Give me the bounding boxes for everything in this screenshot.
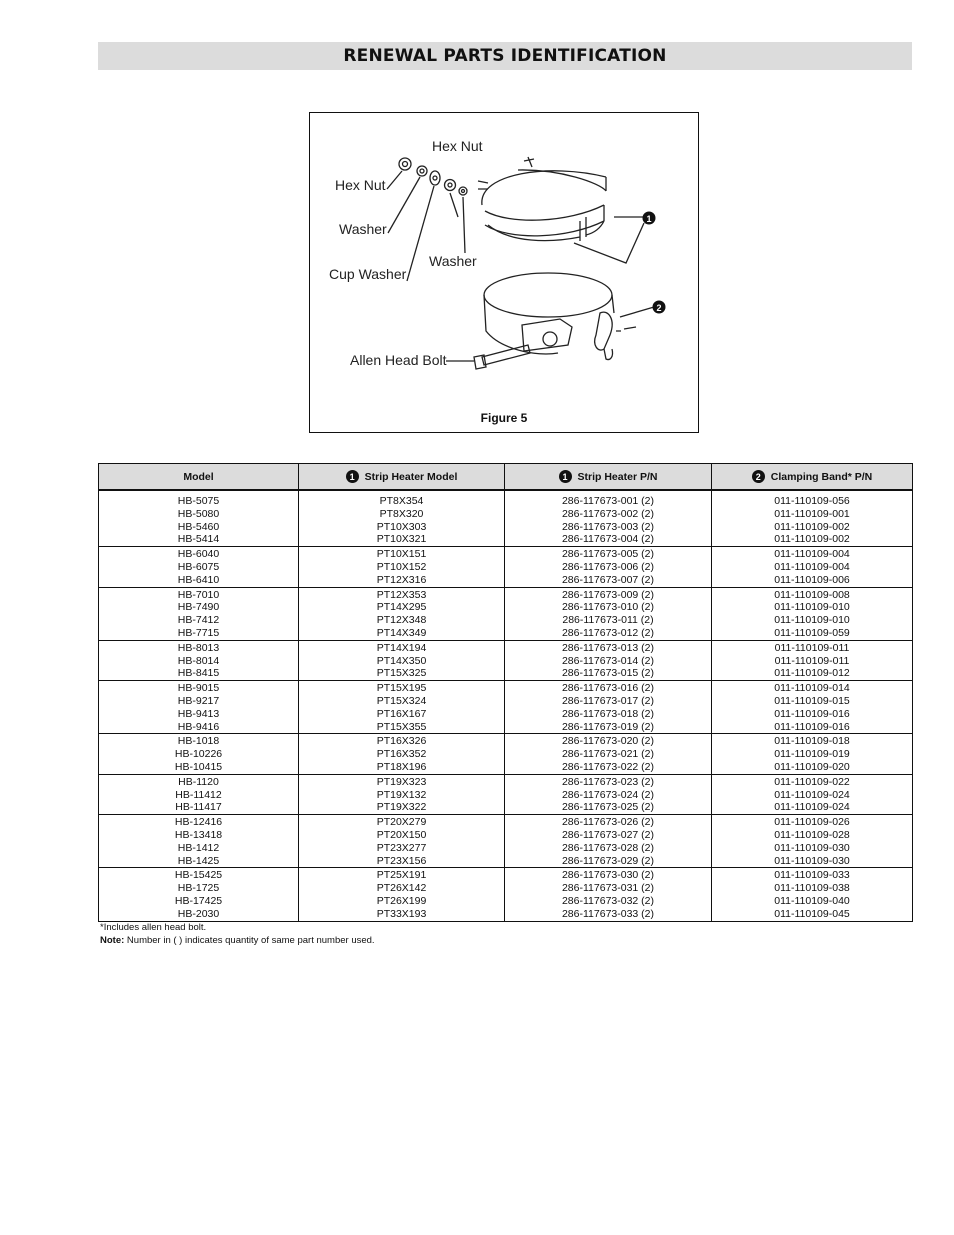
cell-line: PT20X150 <box>376 828 427 841</box>
cell-line: 286-117673-029 (2) <box>561 854 655 867</box>
clamping-band-pn-cell <box>712 587 913 640</box>
cell-line: PT12X316 <box>376 573 427 586</box>
strip-heater-model-cell <box>299 547 505 587</box>
cell-line: 286-117673-013 (2) <box>561 641 655 654</box>
cell-line: 286-117673-027 (2) <box>561 828 655 841</box>
cell-line: PT16X352 <box>376 748 427 761</box>
cell-line: 011-110109-016 <box>774 707 850 720</box>
cell-line: HB-5080 <box>177 507 220 520</box>
cell-line: PT19X323 <box>376 775 427 788</box>
cell-line: 011-110109-024 <box>774 788 850 801</box>
cell-line: 286-117673-005 (2) <box>561 548 655 561</box>
label-hex-nut-top: Hex Nut <box>432 138 483 154</box>
cell-line: 286-117673-004 (2) <box>561 533 655 546</box>
column-header-strip-heater-pn: 1 Strip Heater P/N <box>505 464 712 491</box>
cell-line: PT10X303 <box>376 520 427 533</box>
cell-line: PT26X142 <box>376 882 427 895</box>
cell-line: HB-15425 <box>174 869 223 882</box>
cell-line: PT14X349 <box>376 626 427 639</box>
strip-heater-pn-cell <box>505 734 712 774</box>
cell-line: 286-117673-003 (2) <box>561 520 655 533</box>
label-cup-washer: Cup Washer <box>329 266 407 282</box>
table-row <box>99 734 913 774</box>
cell-line: HB-7412 <box>177 614 220 627</box>
cell-line: 286-117673-020 (2) <box>561 735 655 748</box>
footnote: *Includes allen head bolt. <box>100 922 207 933</box>
strip-heater-pn-cell <box>505 547 712 587</box>
cell-line: PT23X277 <box>376 841 427 854</box>
clamping-band-pn-cell <box>712 774 913 814</box>
cell-line: 011-110109-056 <box>774 495 850 507</box>
page-title: RENEWAL PARTS IDENTIFICATION <box>343 46 667 66</box>
cell-line: HB-10415 <box>174 760 223 773</box>
table-row <box>99 490 913 547</box>
cell-line: HB-1425 <box>177 854 220 867</box>
cell-line: 286-117673-033 (2) <box>561 907 655 920</box>
strip-heater-model-cell <box>299 490 505 547</box>
cell-line: 286-117673-021 (2) <box>561 748 655 761</box>
cell-line: HB-5460 <box>177 520 220 533</box>
cell-line: HB-1120 <box>178 775 219 788</box>
cell-line: HB-8013 <box>177 641 220 654</box>
cell-line: 011-110109-030 <box>774 854 850 867</box>
strip-heater-pn-cell <box>505 815 712 868</box>
cell-line: PT10X151 <box>376 548 427 561</box>
cell-line: 011-110109-045 <box>774 907 850 920</box>
cell-line: HB-17425 <box>174 894 223 907</box>
cell-line: PT12X353 <box>376 588 427 601</box>
cell-line: PT26X199 <box>376 894 427 907</box>
cell-line: 011-110109-010 <box>774 614 850 627</box>
cell-line: HB-6075 <box>177 560 220 573</box>
cell-line: HB-9217 <box>177 694 220 707</box>
clamping-band-pn-cell <box>712 547 913 587</box>
cell-line: PT15X195 <box>376 682 427 695</box>
cell-line: 286-117673-018 (2) <box>561 707 655 720</box>
cell-line: 286-117673-014 (2) <box>561 654 655 667</box>
cell-line: PT19X132 <box>376 788 427 801</box>
cell-line: 011-110109-008 <box>774 588 850 601</box>
cell-line: HB-1725 <box>177 882 220 895</box>
cell-line: PT15X355 <box>376 720 427 733</box>
column-header-clamping-band-pn: 2 Clamping Band* P/N <box>712 464 913 491</box>
cell-line: PT14X350 <box>376 654 427 667</box>
quantity-note: Note: Number in ( ) indicates quantity of same part number used. <box>100 935 375 946</box>
clamping-band-pn-cell <box>712 868 913 921</box>
cell-line: 011-110109-059 <box>774 626 850 639</box>
label-washer-left: Washer <box>339 221 387 237</box>
cell-line: 011-110109-011 <box>774 654 850 667</box>
clamping-band-pn-cell <box>712 681 913 734</box>
cell-line: 011-110109-015 <box>774 694 850 707</box>
table-header-row <box>99 464 913 491</box>
cell-line: 286-117673-022 (2) <box>561 760 655 773</box>
cell-line: 011-110109-020 <box>774 760 850 773</box>
cell-line: 011-110109-024 <box>774 801 850 814</box>
cell-line: HB-11417 <box>175 801 222 814</box>
cell-line: 286-117673-016 (2) <box>561 682 655 695</box>
cell-line: PT23X156 <box>376 854 427 867</box>
cell-line: 286-117673-023 (2) <box>561 775 655 788</box>
strip-heater-pn-cell <box>505 587 712 640</box>
cell-line: 011-110109-004 <box>774 548 850 561</box>
cell-line: 286-117673-006 (2) <box>561 560 655 573</box>
cell-line: 286-117673-007 (2) <box>561 573 655 586</box>
cell-line: 011-110109-011 <box>774 641 850 654</box>
cell-line: 011-110109-002 <box>774 533 850 546</box>
clamping-band-top-rim <box>484 273 612 317</box>
cell-line: PT8X320 <box>379 507 424 520</box>
model-cell <box>99 815 299 868</box>
clamp-block <box>522 319 572 351</box>
cell-line: HB-13418 <box>174 828 223 841</box>
cell-line: 286-117673-030 (2) <box>561 869 655 882</box>
table-row <box>99 681 913 734</box>
model-cell <box>99 734 299 774</box>
cell-line: 011-110109-016 <box>774 720 850 733</box>
cell-line: 286-117673-028 (2) <box>561 841 655 854</box>
cell-line: 011-110109-040 <box>774 894 850 907</box>
svg-text:1: 1 <box>646 214 652 224</box>
cell-line: 011-110109-004 <box>774 560 850 573</box>
callout-2-icon: 2 <box>752 470 765 483</box>
table-notes <box>100 921 375 947</box>
cell-line: 286-117673-011 (2) <box>562 614 654 627</box>
cell-line: 011-110109-030 <box>774 841 850 854</box>
cell-line: 286-117673-010 (2) <box>561 601 655 614</box>
cell-line: 011-110109-026 <box>774 816 850 829</box>
cell-line: 011-110109-006 <box>774 573 850 586</box>
cell-line: 286-117673-031 (2) <box>561 882 655 895</box>
cell-line: 011-110109-038 <box>774 882 850 895</box>
cell-line: PT20X279 <box>376 816 427 829</box>
strip-heater-pn-cell <box>505 774 712 814</box>
column-header-model: Model <box>99 464 299 491</box>
model-cell <box>99 587 299 640</box>
table-row <box>99 547 913 587</box>
table-row <box>99 815 913 868</box>
cell-line: HB-5075 <box>177 495 220 507</box>
model-cell <box>99 868 299 921</box>
cell-line: HB-7715 <box>177 626 220 639</box>
cell-line: PT15X324 <box>376 694 427 707</box>
cell-line: PT16X326 <box>376 735 427 748</box>
cell-line: 011-110109-012 <box>774 667 850 680</box>
cell-line: 011-110109-018 <box>774 735 850 748</box>
cell-line: 286-117673-019 (2) <box>561 720 655 733</box>
cell-line: HB-8415 <box>177 667 220 680</box>
model-cell <box>99 681 299 734</box>
label-hex-nut-left: Hex Nut <box>335 177 386 193</box>
clamping-band-pn-cell <box>712 815 913 868</box>
cell-line: 011-110109-022 <box>774 775 850 788</box>
cell-line: 286-117673-024 (2) <box>561 788 655 801</box>
cell-line: HB-1412 <box>177 841 220 854</box>
figure-5 <box>309 112 699 433</box>
allen-bolt-shaft <box>482 345 530 365</box>
cell-line: PT33X193 <box>376 907 427 920</box>
renewal-parts-table <box>98 463 913 922</box>
strip-heater-back <box>482 171 606 205</box>
cell-line: HB-6040 <box>177 548 220 561</box>
figure-caption: Figure 5 <box>480 411 528 425</box>
cell-line: PT14X194 <box>376 641 427 654</box>
label-washer-right: Washer <box>429 253 477 269</box>
clamping-band-pn-cell <box>712 734 913 774</box>
column-header-strip-heater-model: 1 Strip Heater Model <box>299 464 505 491</box>
callout-1-icon: 1 <box>559 470 572 483</box>
callout-2-icon <box>653 301 666 314</box>
cell-line: PT10X321 <box>376 533 427 546</box>
model-cell <box>99 547 299 587</box>
cell-line: HB-9015 <box>177 682 220 695</box>
svg-text:2: 2 <box>656 303 662 313</box>
cell-line: HB-9413 <box>177 707 220 720</box>
cell-line: PT10X152 <box>376 560 427 573</box>
cell-line: PT18X196 <box>376 760 427 773</box>
cell-line: 011-110109-014 <box>774 682 850 695</box>
cell-line: HB-2030 <box>177 907 220 920</box>
model-cell <box>99 640 299 680</box>
table-row <box>99 868 913 921</box>
label-allen-head-bolt: Allen Head Bolt <box>350 352 447 368</box>
strip-heater-model-cell <box>299 640 505 680</box>
cell-line: HB-9416 <box>177 720 220 733</box>
cell-line: 286-117673-002 (2) <box>561 507 655 520</box>
cell-line: PT19X322 <box>376 801 427 814</box>
model-cell <box>99 774 299 814</box>
strip-heater-model-cell <box>299 815 505 868</box>
cell-line: 286-117673-009 (2) <box>561 588 655 601</box>
strip-heater-model-cell <box>299 587 505 640</box>
cell-line: HB-6410 <box>177 573 220 586</box>
section-title-bar <box>98 42 912 70</box>
cell-line: HB-8014 <box>177 654 220 667</box>
cell-line: HB-7010 <box>177 588 220 601</box>
table-row <box>99 640 913 680</box>
strip-heater-pn-cell <box>505 640 712 680</box>
strip-heater-pn-cell <box>505 490 712 547</box>
cell-line: PT12X348 <box>376 614 427 627</box>
model-cell <box>99 490 299 547</box>
cell-line: 011-110109-033 <box>774 869 850 882</box>
cell-line: HB-12416 <box>174 816 223 829</box>
strip-heater-pn-cell <box>505 868 712 921</box>
cell-line: HB-5414 <box>177 533 220 546</box>
cell-line: 286-117673-017 (2) <box>561 694 655 707</box>
cell-line: 286-117673-025 (2) <box>561 801 655 814</box>
cell-line: PT14X295 <box>376 601 427 614</box>
strip-heater-model-cell <box>299 734 505 774</box>
cell-line: 011-110109-019 <box>774 748 850 761</box>
cell-line: 286-117673-012 (2) <box>561 626 655 639</box>
clamping-band-pn-cell <box>712 490 913 547</box>
strip-heater-model-cell <box>299 868 505 921</box>
strip-heater-pn-cell <box>505 681 712 734</box>
table-row <box>99 774 913 814</box>
cell-line: 286-117673-001 (2) <box>561 495 655 507</box>
callout-1-icon: 1 <box>346 470 359 483</box>
cell-line: PT16X167 <box>376 707 427 720</box>
cell-line: PT15X325 <box>376 667 427 680</box>
cell-line: 011-110109-002 <box>774 520 850 533</box>
strip-heater-model-cell <box>299 681 505 734</box>
cell-line: HB-11412 <box>175 788 222 801</box>
callout-1-icon <box>643 212 656 225</box>
cell-line: 286-117673-015 (2) <box>561 667 655 680</box>
cell-line: 286-117673-026 (2) <box>561 816 655 829</box>
cell-line: 011-110109-001 <box>774 507 850 520</box>
cell-line: 011-110109-010 <box>774 601 850 614</box>
clamping-band-pn-cell <box>712 640 913 680</box>
cell-line: HB-7490 <box>177 601 220 614</box>
cell-line: HB-10226 <box>174 748 223 761</box>
cell-line: PT25X191 <box>376 869 427 882</box>
cell-line: PT8X354 <box>379 495 424 507</box>
cell-line: 011-110109-028 <box>774 828 850 841</box>
cell-line: 286-117673-032 (2) <box>561 894 655 907</box>
strip-heater-model-cell <box>299 774 505 814</box>
table-row <box>99 587 913 640</box>
cell-line: HB-1018 <box>177 735 220 748</box>
